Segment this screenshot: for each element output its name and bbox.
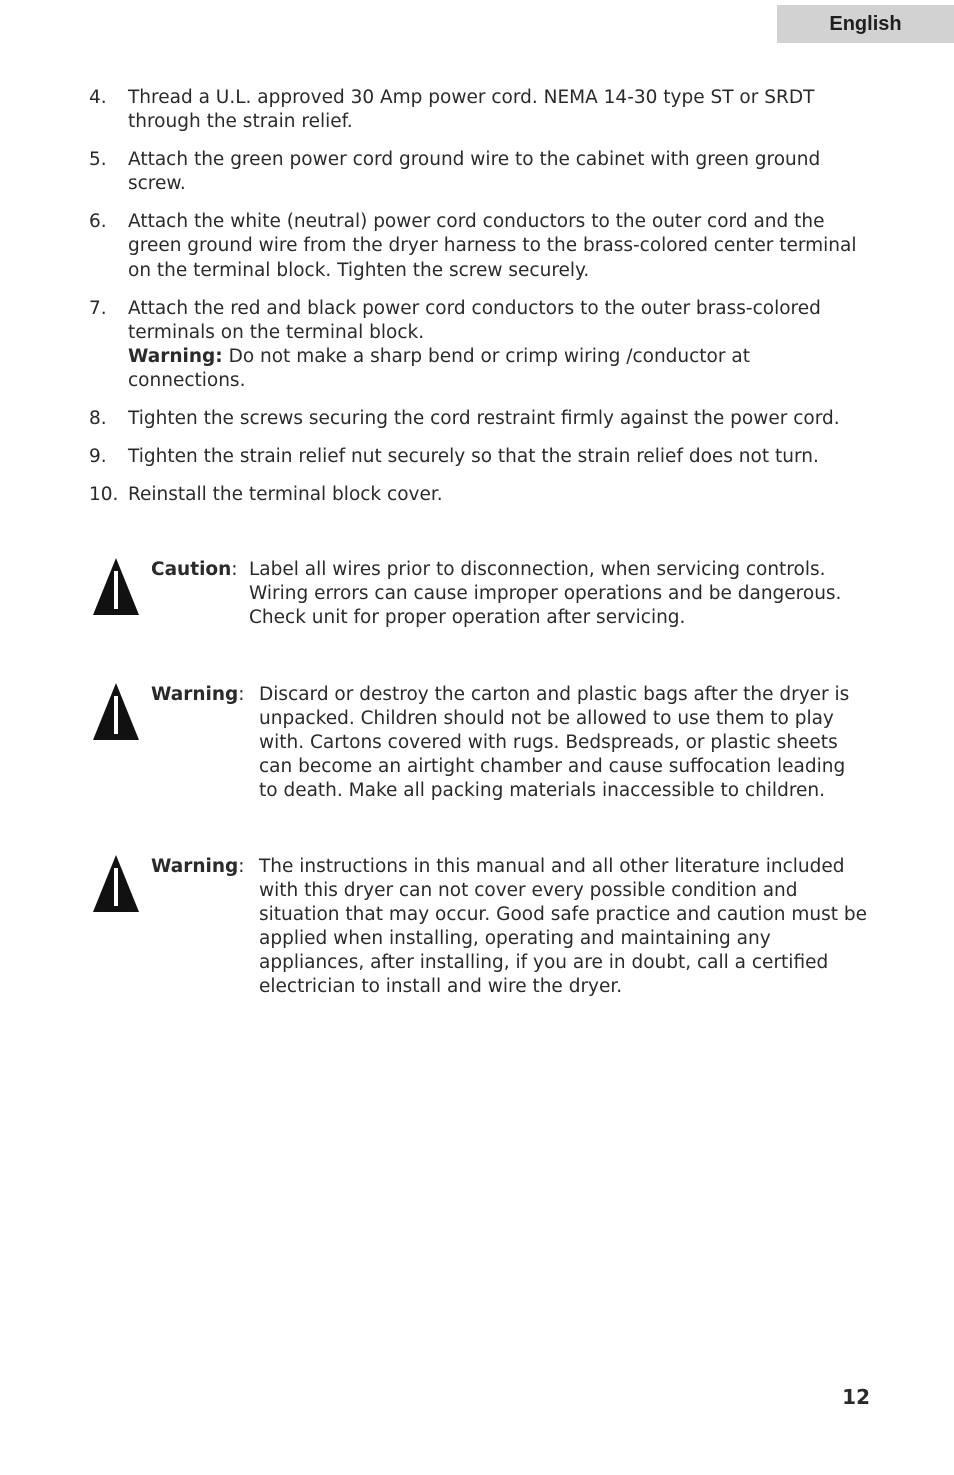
step-warning xyxy=(128,345,869,394)
step-number: 7. xyxy=(89,297,107,319)
warning-triangle-icon xyxy=(92,683,140,741)
notice-label xyxy=(151,683,245,707)
step-text: Reinstall the terminal block cover. xyxy=(128,483,443,505)
warning-triangle-icon xyxy=(92,855,140,913)
notice-text: Label all wires prior to disconnection, when servicing controls. Wiring errors can cause improper operations and be dangerous. Check unit for proper operation after servicing. xyxy=(249,559,842,629)
notice-label-text: Warning xyxy=(151,856,239,877)
notice-separator: : xyxy=(238,856,245,877)
step-item xyxy=(89,297,869,394)
step-warning-label: Warning: xyxy=(128,346,223,368)
step-text-block xyxy=(128,297,869,394)
step-item xyxy=(89,445,869,469)
step-item xyxy=(89,86,869,135)
notice-separator: : xyxy=(238,684,245,705)
step-text: Attach the white (neutral) power cord conductors to the outer cord and the green ground wire from the dryer harness to the brass-colored center terminal on the terminal block. Tighten the screw securely. xyxy=(128,211,857,281)
step-text: Tighten the screws securing the cord restraint firmly against the power cord. xyxy=(128,408,840,430)
step-number: 6. xyxy=(89,211,107,233)
notice-text: The instructions in this manual and all other literature included with this dryer can not cover every possible condition and situation that may occur. Good safe practice and caution must be applied when installing, operating and maintaining any appliances, after installing, if you are in doubt, call a certified electrician to install and wire the dryer. xyxy=(259,856,868,998)
notice-label-text: Caution xyxy=(151,559,232,580)
step-text: Thread a U.L. approved 30 Amp power cord. NEMA 14-30 type ST or SRDT through the strain relief. xyxy=(128,87,815,133)
installation-steps xyxy=(89,86,869,521)
step-item xyxy=(89,483,869,507)
language-tab: English xyxy=(777,5,954,43)
warning-triangle-icon xyxy=(92,558,140,616)
step-item xyxy=(89,148,869,197)
step-number: 8. xyxy=(89,408,107,430)
step-number: 10. xyxy=(89,483,119,505)
step-text: Attach the green power cord ground wire to the cabinet with green ground screw. xyxy=(128,149,821,195)
step-text: Attach the red and black power cord conductors to the outer brass-colored terminals on the terminal block. xyxy=(128,297,821,343)
page-number: 12 xyxy=(842,1385,870,1409)
step-number: 5. xyxy=(89,149,107,171)
notice-label-text: Warning xyxy=(151,684,239,705)
step-number: 4. xyxy=(89,87,107,108)
notice-label xyxy=(151,855,245,879)
step-item xyxy=(89,407,869,431)
step-number: 9. xyxy=(89,446,107,468)
notice-separator: : xyxy=(231,559,238,580)
step-item xyxy=(89,210,869,283)
step-warning-text: Do not make a sharp bend or crimp wiring /conductor at connections. xyxy=(128,346,750,392)
notice-label xyxy=(151,558,238,582)
step-text: Tighten the strain relief nut securely so that the strain relief does not turn. xyxy=(128,446,819,468)
notice-text: Discard or destroy the carton and plastic bags after the dryer is unpacked. Children should not be allowed to use them to play with. Cartons covered with rugs. Bedspreads, or plastic sheets can become an airtight chamber and cause suffocation leading to death. Make all packing materials inaccessible to children. xyxy=(259,684,850,802)
